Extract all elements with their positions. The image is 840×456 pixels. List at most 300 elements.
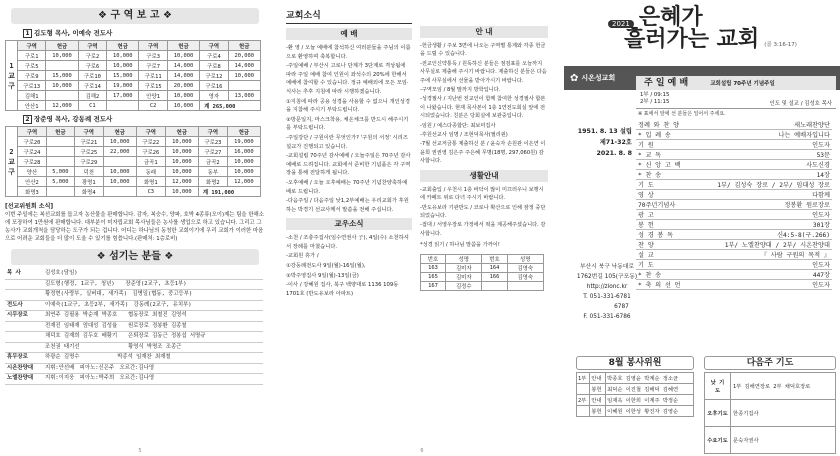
bulletin-info: 1951. 8. 13 설립 제71-32호 2021. 8. 8 [577, 128, 632, 157]
table-cell: 10,000 [46, 51, 78, 61]
table-row [577, 384, 694, 395]
role [5, 279, 43, 290]
order-item: 봉 헌 [636, 219, 692, 229]
news-item: -교회설립 70주년 감사예배 / 오늘주일은 70주년 감사예배로 드려집니다. 교회에서 준비한 기념품은 각 구역장을 통해 전달하게 됩니다. [286, 153, 411, 177]
slogan-line-1: 은혜가 [638, 4, 703, 30]
table-row [6, 177, 261, 187]
cover-page [564, 0, 840, 456]
table-row [6, 91, 261, 101]
column-header: 헌금 [46, 127, 74, 137]
table-cell: 번호 [421, 254, 446, 263]
news-title: 교회소식 [286, 8, 412, 24]
table-cell: 금곡2 [198, 157, 227, 167]
table-cell: 10,000 [228, 71, 260, 81]
church-name: 시온성교회 [581, 74, 616, 82]
order-item: 70주년기념사 [636, 199, 692, 209]
table-cell: 금곡1 [136, 157, 165, 167]
table-cell: 구로16 [200, 81, 228, 91]
table-cell: 성명 [507, 254, 543, 263]
order-value: 53문 [692, 149, 832, 159]
news-item: -소천 / 조충주집사(임수연권사 子), 4일(수) 소천하셔서 장례를 마쳤습니다. [286, 235, 409, 250]
table-row [5, 374, 263, 385]
order-row [636, 179, 832, 189]
table-cell: 구로23 [198, 137, 227, 147]
table-cell: 임재옥 이한희 이계주 박정순 [606, 395, 694, 406]
table-cell [46, 187, 74, 197]
table-cell: 번호 [482, 254, 507, 263]
table-row [421, 272, 544, 281]
column-header: 구역 [18, 41, 46, 51]
news-item: -구역모임 / 8월 말까지 방학입니다. [420, 87, 501, 94]
table-cell: 구로3 [139, 51, 167, 61]
order-row [636, 120, 832, 130]
role: 시무장로 [7, 312, 28, 318]
address-line: 6787 [585, 304, 629, 310]
news-item: -교회출입 / 우천시 1층 바닥이 많이 미끄러우니 보행시에 카페트 위로 다녀 주시기 바랍니다. [420, 186, 544, 202]
table-cell: 10,000 [165, 147, 198, 157]
church-logo-icon: ✿ [570, 72, 579, 84]
table-cell: 안산1 [18, 101, 46, 111]
notices [420, 42, 548, 166]
news-item: -헌금생활 / 주보 3면에 나오는 구역별 통계와 각종 헌금을 드릴 수 있습니다. [420, 43, 546, 58]
table-cell: 구로12 [200, 71, 228, 81]
news-item: -후원선교사 임명 / 조현덕목사(필리핀) [420, 132, 508, 139]
column-header: 구역 [139, 41, 167, 51]
table-cell: 구로11 [139, 71, 167, 81]
table-cell: 구로9 [18, 71, 46, 81]
order-value: 1부/ 김성숙 장로 / 2부/ 임대성 장로 [692, 179, 832, 189]
order-value: 새노래찬양단 [692, 120, 832, 130]
table-cell: 봉헌 [590, 384, 606, 395]
table-cell: 구로7 [139, 61, 167, 71]
order-item: 기 원 [636, 139, 692, 149]
service-times: 1부 / 09:15 2부 / 11:15 인도 및 설교 / 김성호 목사 [640, 92, 832, 107]
table-cell: 김미자 [446, 263, 482, 272]
table-cell: 김정수 [446, 281, 482, 290]
leader: 인도 및 설교 / 김성호 목사 [769, 101, 832, 107]
verse-ref: (골 3:16-17) [764, 42, 797, 48]
table-cell: 12,000 [227, 177, 260, 187]
table-cell: C1 [78, 101, 106, 111]
table-cell: C3 [136, 187, 165, 197]
table-row [6, 137, 261, 147]
news-item: -다음주일 / 다음주일 낮1,2부예배는 우리교회가 후원하는 박경기 선교사께서 말씀을 전해 주십니다. [286, 198, 409, 213]
names: 황정현(사랑부, 실버대, 새가족) 김병일(협동, 중고등부) [45, 291, 193, 297]
table-cell: 구로24 [18, 147, 47, 157]
order-value: 다함께 [692, 189, 832, 199]
column-header: 구역 [74, 127, 103, 137]
order-row [636, 139, 832, 149]
news-item: -오후예배 / 오늘 오후예배는 70주년 기념찬양축하예배로 드립니다. [286, 179, 408, 195]
order-item: 기 도 [636, 179, 692, 189]
table-cell: 수요기도 [705, 427, 731, 454]
order-item: * 축 의 선 언 [636, 279, 692, 289]
district-total: 계 265,000 [200, 101, 261, 111]
column-header: 헌금 [228, 41, 260, 51]
table-cell: 한종기집사 [731, 400, 836, 427]
news-item: ①지침에 따라 공용 성경을 사용할 수 없으니 개인성경을 지참해 주시기 부탁드립니다. [286, 98, 410, 114]
column-header: 구역 [200, 41, 228, 51]
order-value: 14장 [692, 169, 832, 179]
order-value: 447장 [692, 269, 832, 279]
table-cell: 16,000 [227, 147, 260, 157]
column-header: 구역 [18, 127, 47, 137]
address-line: 1762번길 105(구포동) [576, 274, 638, 280]
table-cell: 10,000 [227, 157, 260, 167]
order-item: * 신 앙 고 백 [636, 159, 692, 169]
table-cell: 안양1 [139, 91, 167, 101]
names: 조천권 태기선 황영식 박명조 조종근 [45, 343, 182, 350]
servants-heading: 8월 봉사위원 [576, 356, 694, 370]
table-row [6, 167, 261, 177]
order-value: 『 사람 구원의 목적 』 [692, 249, 832, 259]
names: 하광순 김명수 박종석 임재찬 최재철 [45, 354, 171, 360]
role [5, 321, 43, 332]
role: 목 사 [7, 270, 21, 276]
order-value: 인도자 [692, 209, 832, 219]
table-cell: 19,000 [227, 137, 260, 147]
table-cell [103, 157, 136, 167]
order-row [636, 129, 832, 139]
table-cell: 구로22 [136, 137, 165, 147]
table-cell: 구로4 [200, 51, 228, 61]
table-cell: 구로14 [78, 81, 106, 91]
table-row [6, 187, 261, 197]
table-cell: 10,000 [103, 137, 136, 147]
names: 채덕호 김재희 김두호 배황기 은퇴장로 김동근 정봉섭 서명규 [45, 333, 206, 339]
servants-grid [576, 372, 694, 417]
table-cell: 10,000 [165, 167, 198, 177]
district-label: 2 교 구 [6, 127, 18, 197]
table-cell: 박종호 김영윤 박계순 정소균 [606, 373, 694, 384]
news-item: -7월 선교저금통 제출하신 분 / 윤숙자 손원관 이은연 이윤희 권권영 김은주 주은혜 무명(18명, 297,060원) 감사합니다. [420, 141, 546, 165]
table-cell: 동래 [136, 167, 165, 177]
table-cell: 구로13 [18, 81, 46, 91]
table-cell: 10,000 [227, 167, 260, 177]
table-row [5, 363, 263, 374]
table-cell: 15,000 [107, 71, 139, 81]
names: 최연주 김필용 박순재 박종호 협동장로 최철진 김영석 [45, 312, 187, 318]
table-cell: 구로2 [78, 51, 106, 61]
order-row [636, 229, 832, 239]
names: 이예숙(1교구, 초등2부, 새가족) 강동례(2교구, 유치부) [45, 301, 192, 308]
table-cell: 5,000 [46, 167, 74, 177]
prayer-heading: 다음주 기도 [704, 356, 836, 370]
table-cell: 구로27 [198, 147, 227, 157]
role [5, 342, 43, 353]
order-item: 광 고 [636, 209, 692, 219]
address-line: F. 051-331-6786 [583, 314, 631, 320]
district-total: 계 191,000 [198, 187, 260, 197]
column-header: 헌금 [165, 127, 198, 137]
table-row [577, 406, 694, 417]
names: 전재진 임태재 엄대성 김성율 원로장로 정봉환 김종철 [45, 322, 187, 329]
news-item: -임원 / 예스다종합단: 최보미집사 [420, 122, 496, 129]
district-2-heading: 2 장준영 목사, 강동례 전도사 [23, 114, 265, 124]
table-row [5, 342, 263, 353]
table-cell [46, 137, 74, 147]
table-row [6, 147, 261, 157]
table-cell: 10,000 [167, 101, 199, 111]
table-row [5, 279, 263, 290]
page-number: 6 [420, 448, 424, 454]
table-cell: 165 [421, 272, 446, 281]
table-cell: 김영숙 [507, 272, 543, 281]
table-cell: 구로26 [136, 147, 165, 157]
table-cell: 구로1 [18, 51, 46, 61]
prayer-table [704, 372, 836, 454]
order-value: 신4:5-8(구.266) [692, 229, 832, 239]
table-row [5, 332, 263, 343]
order-table [636, 120, 832, 290]
table-row [705, 400, 836, 427]
table-cell: 구로28 [18, 157, 47, 167]
table-cell: 구로21 [74, 137, 103, 147]
table-cell: 화명2 [198, 177, 227, 187]
order-row [636, 209, 832, 219]
table-cell: 영자 [200, 91, 228, 101]
order-row [636, 279, 832, 289]
news-item: ①강동례전도사 9일(월)-16일(월), [286, 263, 366, 270]
table-cell: 10,000 [165, 157, 198, 167]
names: 김성호(담임) [45, 270, 78, 276]
order-item: 영 상 [636, 189, 692, 199]
table-cell: 163 [421, 263, 446, 272]
table-cell: 166 [482, 272, 507, 281]
table-cell: 164 [482, 263, 507, 272]
table-row [6, 71, 261, 81]
page-6 [280, 0, 556, 456]
worship-news [286, 44, 412, 214]
order-value: 인도자 [692, 259, 832, 269]
column-header: 구역 [136, 127, 165, 137]
table-row [5, 321, 263, 332]
august-servants [576, 356, 694, 417]
bible-reading-table [420, 254, 544, 291]
table-cell: 10,000 [165, 137, 198, 147]
district-label: 1 교 구 [6, 41, 18, 111]
table-cell: 구로15 [139, 81, 167, 91]
table-cell: 2부 [577, 395, 590, 406]
table-row [421, 281, 544, 290]
page-number: 5 [138, 448, 142, 454]
slogan-line-2: 흘러가는 교회 [624, 26, 760, 52]
news-item: -성경필사 / 지난번 전교인이 함께 참여한 성경필사 합본이 나왔습니다. 현재 목사본이 1층 1연전도회실 앞에 전시되었습니다. 친분은 당회실에 보관중입니다. [420, 96, 546, 120]
table-row [6, 51, 261, 61]
role [5, 332, 43, 343]
order-value: 인도자 [692, 139, 832, 149]
table-cell: 화명4 [74, 187, 103, 197]
news-item: -주일예배 / 부산시 고로나 단계가 3단계로 격상됨에 따라 주일 예배 참여 인원이 좌석수의 20%에 한해서 예배에 참여할 수 있습니다. 정규 예배외에 모든 모임·식사는 추후 지침에 따라 시행하겠습니다. [286, 63, 409, 95]
table-cell: 이혜원 이한성 황진자 김영순 [606, 406, 694, 417]
order-item: 정례 와 찬 양 [636, 120, 692, 130]
order-row [636, 199, 832, 209]
table-cell: C2 [139, 101, 167, 111]
table-row [5, 290, 263, 301]
order-row [636, 149, 832, 159]
table-cell: 김영숙 [507, 263, 543, 272]
table-cell: 김해2 [78, 91, 106, 101]
table-cell: 167 [421, 281, 446, 290]
table-cell [46, 147, 74, 157]
role: 노엘찬양대 [7, 375, 34, 381]
table-cell: 덕천 [74, 167, 103, 177]
column-header: 헌금 [227, 127, 260, 137]
table-cell: 최덕순 이진철 김해덕 김혜연 [606, 384, 694, 395]
table-cell: 구로6 [78, 61, 106, 71]
order-row [636, 269, 832, 279]
table-row [6, 81, 261, 91]
table-row [421, 254, 544, 263]
notice-section: 안 내 [420, 26, 548, 38]
table-cell: 10,000 [103, 177, 136, 187]
table-row [6, 61, 261, 71]
district-report-title: ❖ 구 역 보 고 ❖ [11, 8, 259, 24]
table-cell: 10,000 [107, 61, 139, 71]
order-row [636, 249, 832, 259]
member-news [286, 234, 412, 298]
table-cell: 20,000 [228, 51, 260, 61]
bible-reading-caption: *성경 읽기 / 하나님 말씀을 가까이! [420, 242, 500, 249]
order-row [636, 159, 832, 169]
table-cell: 13,000 [228, 91, 260, 101]
table-cell: 10,000 [167, 51, 199, 61]
table-cell [103, 187, 136, 197]
column-header: 구역 [78, 41, 106, 51]
table-row [5, 269, 263, 279]
table-cell [107, 101, 139, 111]
table-cell: 구로29 [74, 157, 103, 167]
next-prayer [704, 356, 836, 454]
news-item: -전교인신약통독 / 원독하신 분들은 점검표를 오늘까지 사무실로 제출해 주시기 바랍니다. 제출하신 분들은 다음 주에 사무실에서 선물을 받아가시기 바랍니다. [420, 60, 547, 84]
table-cell: 안내 [590, 395, 606, 406]
table-cell: 14,000 [167, 71, 199, 81]
table-row [6, 157, 261, 167]
table-cell: 1부 [577, 373, 590, 384]
table-cell [507, 281, 543, 290]
table-row [705, 427, 836, 454]
table-cell: 구로25 [74, 147, 103, 157]
table-cell [577, 384, 590, 395]
table-cell: 봉헌 [590, 406, 606, 417]
table-cell: 14,000 [228, 61, 260, 71]
table-cell: 화명1 [136, 177, 165, 187]
table-cell: 15,000 [46, 71, 78, 81]
order-value: 1부/ 노엘찬양대 / 2부/ 시온찬양대 [692, 239, 832, 249]
address-line: 부산시 북구 낙동대로 [579, 264, 635, 270]
table-cell: 22,000 [103, 147, 136, 157]
table-cell: 구로5 [18, 61, 46, 71]
news-item: -주일강단 / 구원이란 무엇인가? '구원의 서정' 시리즈설교가 진행되고 있습니다. [286, 134, 408, 150]
order-row [636, 169, 832, 179]
table-cell: 10,000 [165, 187, 198, 197]
life-section: 생활안내 [420, 170, 548, 182]
worship-section: 예 배 [286, 28, 412, 40]
table-cell: 10,000 [167, 91, 199, 101]
names: 지휘:안선배 피아노:신은주 오르간:김나영 [45, 364, 155, 371]
year-badge: 2021 [608, 20, 634, 28]
role: 시온찬양대 [7, 364, 34, 371]
mission-news: [선교위원회 소식] 이번 주일에는 복선교회를 돕고자 농산물을 판매합니다. 감자, 복숭수, 양파, 호박 4종류(오이)제는 팀을 한해소에 포장하여 1만원에 판매합니다. 대부분이 미자립교회 목사님들은 농사를 생업으로 하고 있습니다. 그리고 그 농사가 교회개척을 담당하는 도구가 되는 겁니다. 어디는 하나님의 동청한 교회이기에 우리 교회가 이러한 마음으로 어려운 교회들을 더 많이 도울 수 있기를 힘씁니다.(판매처: 1층로비) [5, 203, 264, 242]
order-value: 인도자 [692, 279, 832, 289]
table-cell: 오후기도 [705, 400, 731, 427]
table-cell: 안내 [590, 373, 606, 384]
table-cell: 성명 [446, 254, 482, 263]
district-1-table [5, 40, 261, 111]
order-item: 설 교 [636, 249, 692, 259]
page-5 [0, 0, 270, 456]
news-item: ②박주영집사 9일(월)-13일(금) [286, 272, 359, 279]
table-row [421, 263, 544, 272]
table-cell: 김미자 [446, 272, 482, 281]
order-row [636, 239, 832, 249]
table-cell: 10,000 [46, 81, 78, 91]
table-cell: 안산2 [18, 177, 47, 187]
member-news-section: 교우소식 [286, 218, 412, 230]
table-cell: 구로8 [200, 61, 228, 71]
district-2-table [5, 126, 261, 197]
table-cell: 12,000 [165, 177, 198, 187]
table-cell: 1부 김해연장로 2부 채덕호장로 [731, 373, 836, 400]
news-item: -환 영 / 오늘 예배에 참석하신 여러분들을 주님의 이름으로 환영하며 축복합니다. [286, 45, 411, 60]
column-header: 구역 [198, 127, 227, 137]
order-row [636, 219, 832, 229]
table-cell: 14,000 [167, 61, 199, 71]
table-row [577, 373, 694, 384]
news-item: -접대 / 서영우장로 가정에서 떡을 제공해주셨습니다. 감사합니다. [420, 222, 546, 237]
table-cell: 구로10 [78, 71, 106, 81]
life-notices [420, 186, 548, 238]
table-row [705, 373, 836, 400]
column-header: 헌금 [107, 41, 139, 51]
table-cell: 화명3 [18, 187, 47, 197]
slogan [564, 0, 840, 56]
address-line: http://zionc.kr [586, 284, 628, 290]
table-row [5, 300, 263, 311]
table-cell: 문숙자권사 [731, 427, 836, 454]
news-item: -이사 / 강혜원 집사, 북구 백양대로 1136 109동 1701호 (반도유보라 아파트) [286, 282, 399, 297]
table-row [6, 101, 261, 111]
table-cell [228, 81, 260, 91]
table-cell [46, 61, 78, 71]
table-cell [46, 91, 78, 101]
order-value: 나는 예배자입니다 [692, 129, 832, 139]
order-row [636, 259, 832, 269]
table-cell: 동부 [198, 167, 227, 177]
column-header: 헌금 [103, 127, 136, 137]
table-row [5, 353, 263, 364]
role: 휴무장로 [7, 354, 28, 360]
table-cell: 구로20 [18, 137, 47, 147]
table-cell: 10,000 [107, 51, 139, 61]
order-item: 찬 양 [636, 239, 692, 249]
names: 김도형(행정, 1교구, 청년) 장준영(2교구, 초등1부) [45, 280, 187, 287]
order-row [636, 189, 832, 199]
table-cell: 10,000 [103, 167, 136, 177]
table-cell [482, 281, 507, 290]
worship-order [636, 76, 836, 290]
order-value: 301장 [692, 219, 832, 229]
table-cell: 19,000 [107, 81, 139, 91]
table-cell: 17,000 [107, 91, 139, 101]
table-cell: 양산 [18, 167, 47, 177]
role: 전도사 [7, 301, 23, 308]
worship-title: 주 일 예 배 교회설립 70주년 기념주일 [636, 76, 836, 90]
church-address [574, 262, 640, 322]
table-cell: 김해1 [18, 91, 46, 101]
table-row [5, 311, 263, 322]
names: 지휘:이지웅 피아노:박주희 오르간:김나영 [45, 375, 155, 381]
